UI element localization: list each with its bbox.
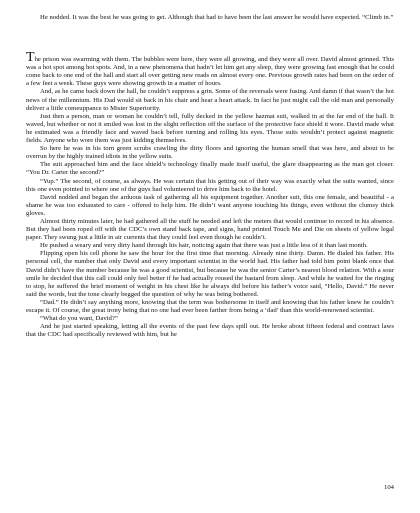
- body-paragraph: Almost thirty minutes later, he had gathered all the stuff he needed and left the meters that would continue to record in his absence. But they had been roped off with the CDC’s own stand back tape, and signs, hand printed Touch Me and Die on sheets of yellow legal paper. They swung just a little in air currents that they could feel even though he couldn’t.: [26, 217, 394, 242]
- body-paragraph: And, as he came back down the hall, he couldn’t suppress a grin. Some of the reversals were fusing. And damn if that wasn’t the hot news of the millennium. His Dad would sit back in his chair and hear a heart attack. In fact he just might call the old man and personally deliver a little comeuppance to Mister Superiority.: [26, 88, 394, 112]
- section-break: [26, 22, 394, 54]
- drop-cap: T: [26, 50, 35, 66]
- chapter-start-paragraph: [26, 50, 394, 88]
- body-paragraph: The suit approached him and the face shield’s technology finally made itself useful, the glare disappearing as the man got closer. “You Dr. Carter the second?”: [26, 161, 394, 177]
- body-paragraph: David nodded and began the arduous task of gathering all his equipment together. Another suit, this one female, and beautiful - a shame he was too exhausted to care - offered to help him. He didn’t want anyone touching his things, even without the clumsy thick gloves.: [26, 193, 394, 217]
- body-paragraph: So here he was in his torn green scrubs crawling the dirty floors and ignoring the human smell that was here, and about to be overrun by the highly trained idiots in the yellow suits.: [26, 145, 394, 161]
- chapter-start-text: he prison was swarming with them. The bubbles were here, they were all growing, and they were all over. David almost grinned. This was a hot spot among hot spots. And, in a new phenomena that hadn’t let him get any sleep, they were growing fast enough that he could come back to one end of the hall and start all over getting new reads on almost every one. Previous growth rates had been on the order of a few feet a week. These guys were showing growth in a matter of hours.: [26, 56, 394, 88]
- body-paragraph: “Dad.” He didn’t say anything more, knowing that the term was bothersome in itself and knowing that his father knew he couldn’t escape it. Of course, the great irony being that no one had ever been farther from being a ‘dad’ than this world-renowned scientist.: [26, 298, 394, 314]
- body-paragraph: Flipping open his cell phone he saw the hour for the first time that morning. Already nine thirty. Damn. He dialed his father. His personal cell, the number that only David and every important scientist in the world had. His father had told him point blank once that David didn’t have the number because he was a good scientist, but because he was the senior Carter’s nearest blood relation. With a sour smile he decided that this call could only feel better if he had actually roused the bastard from sleep. And while he waited for the ringing to stop, he suffered the brief moment of weight in his chest like he always did before his father’s voice said, “Hello, David.” He never said the words, but the tone clearly begged the question of why he was being bothered.: [26, 250, 394, 298]
- body-paragraph: “Yup.” The second, of course, as always. He was certain that his getting out of their way was exactly what the suits wanted, since this one even pointed to where one of the guys had volunteered to drive him back to the hotel.: [26, 177, 394, 193]
- body-paragraph: Just then a person, man or woman he couldn’t tell, fully decked in the yellow hazmat suit, walked in at the far end of the hall. It waved, but whether or not it smiled was lost in the slight reflection off the surface of the protective face shield it wore. David made what he estimated was a friendly face and waved back before turning and rolling his eyes. Those suits wouldn’t protect against magnetic fields. Anyone who wore them was just kidding themselves.: [26, 112, 394, 145]
- body-paragraph: And he just started speaking, letting all the events of the past few days spill out. He broke about fifteen federal and contract laws that the CDC had specifically reviewed with him, but he: [26, 323, 394, 339]
- body-paragraph: He pushed a weary and very dirty hand through his hair, noticing again that there was just a little less of it than last month.: [40, 242, 368, 250]
- page-number: 104: [383, 484, 394, 491]
- opening-paragraph: He nodded. It was the best he was going to get. Although that had to have been the last answer he would have expected. “Climb in.”: [40, 14, 394, 21]
- body-paragraph: “What do you want, David?”: [40, 315, 118, 323]
